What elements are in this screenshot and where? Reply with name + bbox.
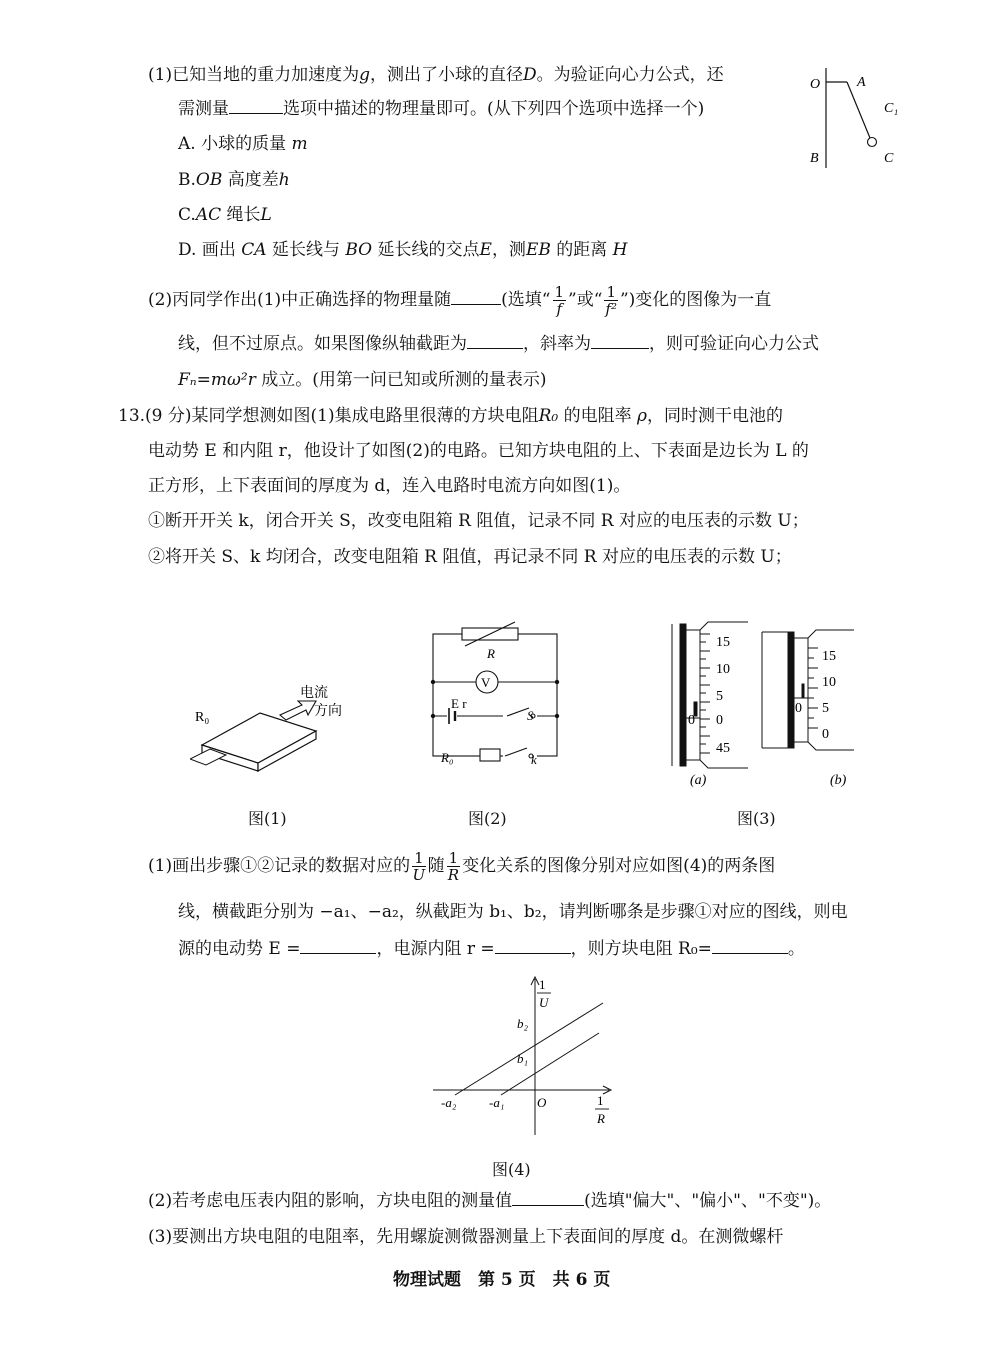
line-step2 xyxy=(455,1003,603,1095)
numerator: 1 xyxy=(448,849,459,867)
tick-b-15: 15 xyxy=(822,649,836,664)
answer-blank[interactable] xyxy=(512,1189,584,1206)
option-d xyxy=(178,238,627,262)
q13-heading xyxy=(118,404,783,428)
tick-b-5: 5 xyxy=(822,701,829,716)
q13-part1-line3 xyxy=(178,937,805,961)
label-C: C xyxy=(884,151,894,166)
label-Er: E r xyxy=(451,696,467,711)
var-rho: ρ xyxy=(637,406,648,426)
y-label-den: U xyxy=(539,995,549,1010)
text: 延长线与 xyxy=(271,240,340,260)
figure-2-caption: 图(2) xyxy=(468,809,507,828)
tick-a-10: 10 xyxy=(716,662,730,677)
label-a1: -a₁ xyxy=(489,1095,505,1110)
text: 变化关系的图像分别对应如图(4)的两条图 xyxy=(462,856,776,876)
fraction-1-f xyxy=(553,284,567,317)
text: 。 xyxy=(787,939,805,959)
text: 延长线的交点 xyxy=(377,240,480,260)
text: (2)若考虑电压表内阻的影响，方块电阻的测量值 xyxy=(148,1191,513,1211)
q13-step2: ②将开关 S、k 均闭合，改变电阻箱 R 阻值，再记录不同 R 对应的电压表的示数 U； xyxy=(148,547,792,567)
text: 成立。(用第一问已知或所测的量表示) xyxy=(261,370,547,390)
figure-3-micrometer xyxy=(660,618,860,793)
q12-part2-line1 xyxy=(148,284,771,317)
x-label-den: R xyxy=(597,1111,605,1126)
text: 选项中描述的物理量即可。(从下列四个选项中选择一个) xyxy=(283,99,705,119)
fraction-1-U xyxy=(412,850,426,883)
tick-b-0: 0 xyxy=(822,727,829,742)
tick-a-15: 15 xyxy=(716,635,730,650)
var: E xyxy=(479,240,492,260)
q13-part3: (3)要测出方块电阻的电阻率，先用螺旋测微器测量上下表面间的厚度 d。在测微螺杆 xyxy=(148,1227,784,1247)
var: BO xyxy=(345,240,373,260)
text: (选填"偏大"、"偏小"、"不变")。 xyxy=(584,1191,832,1211)
pendulum-figure xyxy=(800,68,910,178)
figure-4-caption: 图(4) xyxy=(492,1160,531,1179)
x-label-num: 1 xyxy=(597,1093,604,1108)
y-label-num: 1 xyxy=(539,977,546,992)
text: 随 xyxy=(427,856,445,876)
var: AC xyxy=(195,205,222,225)
denominator: f xyxy=(556,300,563,318)
denominator: f² xyxy=(605,300,617,318)
text: D. 画出 xyxy=(178,240,236,260)
label-b: (b) xyxy=(830,773,847,788)
q13-line3: 正方形，上下表面间的厚度为 d，连入电路时电流方向如图(1)。 xyxy=(148,476,631,496)
label-V: V xyxy=(481,675,491,690)
answer-blank-R0[interactable] xyxy=(712,937,788,954)
answer-blank-r[interactable] xyxy=(495,937,571,954)
q12-part1-line2 xyxy=(178,97,704,121)
figure-3-caption: 图(3) xyxy=(737,809,776,828)
text: (选填“ xyxy=(501,290,551,310)
text: ，则可验证向心力公式 xyxy=(649,334,819,354)
main-scale-b: 0 xyxy=(795,701,802,716)
text: 绳长 xyxy=(226,205,261,225)
tick-a-0: 0 xyxy=(716,713,723,728)
q13-line2: 电动势 E 和内阻 r，他设计了如图(2)的电路。已知方块电阻的上、下表面是边长为 L 的 xyxy=(148,441,809,461)
tick-a-45: 45 xyxy=(716,741,730,756)
text: 13.(9 分)某同学想测如图(1)集成电路里很薄的方块电阻 xyxy=(118,406,539,426)
q12-part2-line3 xyxy=(178,368,547,392)
var: CA xyxy=(241,240,267,260)
spindle-b xyxy=(788,632,794,748)
text: 需测量 xyxy=(178,99,229,119)
circuit-outline xyxy=(433,634,557,756)
tick-a-5: 5 xyxy=(716,689,723,704)
answer-blank-E[interactable] xyxy=(300,937,376,954)
text: 的电阻率 xyxy=(563,406,632,426)
text: 的距离 xyxy=(556,240,608,260)
text: ，斜率为 xyxy=(523,334,591,354)
q13-part1-line2: 线，横截距分别为 −a₁、−a₂，纵截距为 b₁、b₂，请判断哪条是步骤①对应的图线，则电 xyxy=(178,902,848,922)
figure-1-square-resistor xyxy=(190,675,360,775)
text: ，电源内阻 r = xyxy=(376,939,495,959)
denominator: R xyxy=(447,866,460,884)
text: (2)丙同学作出(1)中正确选择的物理量随 xyxy=(148,290,452,310)
figure-4-graph xyxy=(425,975,625,1140)
fraction-1-R xyxy=(447,850,461,883)
label-b2: b₂ xyxy=(517,1016,529,1031)
var: L xyxy=(260,205,272,225)
option-a xyxy=(178,132,308,156)
text: B. xyxy=(178,170,196,190)
var: h xyxy=(278,170,290,190)
text: ”或“ xyxy=(568,290,603,310)
var-D: D xyxy=(522,65,537,85)
label-B: B xyxy=(810,151,819,166)
label-R: R xyxy=(487,646,495,661)
text: C. xyxy=(178,205,196,225)
figure-2-circuit xyxy=(425,620,565,770)
answer-blank[interactable] xyxy=(591,332,649,349)
label-C1: C₁ xyxy=(884,101,899,116)
label-O: O xyxy=(810,77,821,92)
label-R0: R₀ xyxy=(195,710,210,725)
answer-blank[interactable] xyxy=(451,288,501,305)
answer-blank[interactable] xyxy=(467,332,523,349)
q13-part1-line1 xyxy=(148,850,775,883)
text: 线，但不过原点。如果图像纵轴截距为 xyxy=(178,334,467,354)
text: (1)画出步骤①②记录的数据对应的 xyxy=(148,856,411,876)
label-b1: b₁ xyxy=(517,1051,529,1066)
var: OB xyxy=(195,170,223,190)
var-R0: R₀ xyxy=(538,406,559,426)
text: 高度差 xyxy=(227,170,279,190)
sleeve-mark-b xyxy=(802,684,804,698)
line-step1 xyxy=(501,1033,599,1095)
tick-b-10: 10 xyxy=(822,675,836,690)
resistor-R0 xyxy=(480,749,500,761)
option-c xyxy=(178,203,272,227)
label-current: 电流 xyxy=(300,686,328,701)
text: ，则方块电阻 R₀= xyxy=(570,939,712,959)
string-AC xyxy=(847,82,870,138)
var-g: g xyxy=(359,65,370,85)
label-direction: 方向 xyxy=(314,704,342,719)
q12-part2-line2 xyxy=(178,332,819,356)
label-k: k xyxy=(531,752,537,767)
label-a: (a) xyxy=(690,773,707,788)
text: 。为验证向心力公式，还 xyxy=(536,65,724,85)
option-b xyxy=(178,168,290,192)
spindle-a xyxy=(680,624,686,766)
text: A. 小球的质量 xyxy=(178,134,287,154)
label-R0: R₀ xyxy=(441,750,454,765)
text: ，测 xyxy=(491,240,526,260)
q12-part1-line1 xyxy=(148,63,724,87)
figure-1-caption: 图(1) xyxy=(248,809,287,828)
page-footer: 物理试题 第 5 页 共 6 页 xyxy=(393,1270,611,1290)
text: ，测出了小球的直径 xyxy=(369,65,523,85)
answer-blank[interactable] xyxy=(229,97,283,114)
text: ”)变化的图像为一直 xyxy=(619,290,772,310)
main-scale-a: 0 xyxy=(688,713,695,728)
text: ，同时测干电池的 xyxy=(647,406,784,426)
q13-part2 xyxy=(148,1189,831,1213)
ball xyxy=(868,138,877,147)
label-a2: -a₂ xyxy=(441,1095,457,1110)
denominator: U xyxy=(412,866,426,884)
text: 源的电动势 E = xyxy=(178,939,301,959)
var: m xyxy=(291,134,308,154)
fraction-1-f2 xyxy=(604,284,618,317)
text: (1)已知当地的重力加速度为 xyxy=(148,65,360,85)
var: EB xyxy=(525,240,551,260)
current-arrow-icon xyxy=(280,701,316,720)
label-O: O xyxy=(537,1095,547,1110)
label-S: S xyxy=(527,708,534,723)
var: H xyxy=(612,240,628,260)
formula: Fₙ=mω²r xyxy=(178,370,256,390)
numerator: 1 xyxy=(414,849,424,867)
numerator: 1 xyxy=(554,283,565,301)
numerator: 1 xyxy=(606,283,616,301)
label-A: A xyxy=(857,75,866,90)
q13-step1: ①断开开关 k，闭合开关 S，改变电阻箱 R 阻值，记录不同 R 对应的电压表的示数 U； xyxy=(148,511,809,531)
